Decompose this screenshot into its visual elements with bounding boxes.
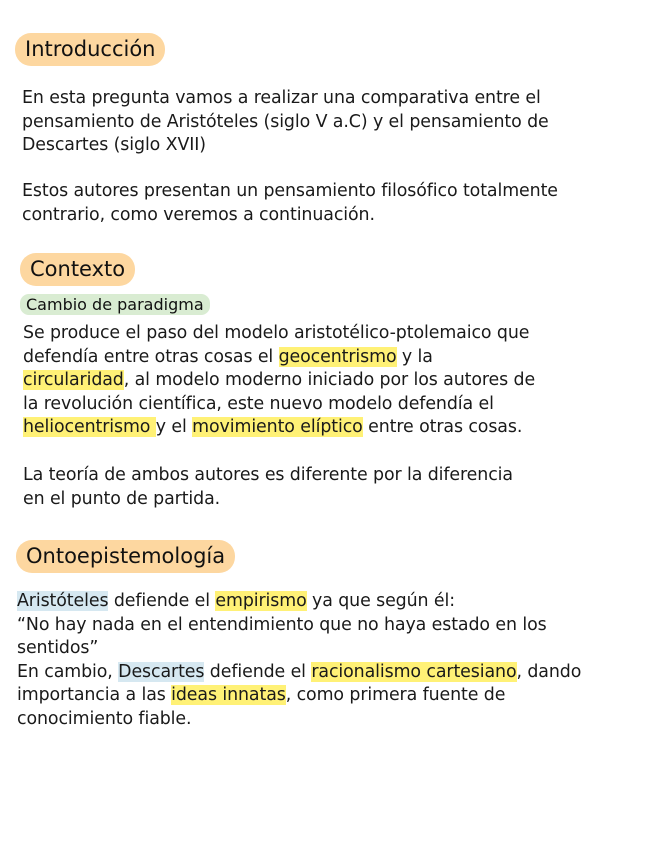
onto-p1-line-5a: importancia a las (17, 685, 172, 705)
highlight-ideas-innatas: ideas innatas (171, 685, 286, 705)
intro-p2-line-2: contrario, como veremos a continuación. (22, 204, 375, 225)
highlight-descartes: Descartes (118, 661, 205, 682)
context-p1-line-2b: y la (396, 346, 433, 367)
intro-paragraph-2 (22, 180, 558, 227)
context-p1-line-4: la revolución científica, este nuevo modelo defendía el (23, 393, 494, 414)
intro-p2-line-1: Estos autores presentan un pensamiento filosófico totalmente (22, 181, 558, 201)
onto-p1-line-1b: ya que según él: (306, 591, 455, 611)
onto-p1-line-4b: defiende el (204, 661, 312, 682)
onto-p1-line-4c: , dando (516, 661, 582, 682)
highlight-circularidad: circularidad (23, 370, 124, 390)
highlight-aristoteles: Aristóteles (17, 591, 109, 611)
intro-p1-line-2: pensamiento de Aristóteles (siglo V a.C) y el pensamiento de (22, 111, 549, 132)
highlight-racionalismo-cartesiano: racionalismo cartesiano (311, 661, 517, 682)
onto-p1-line-5b: , como primera fuente de (285, 685, 506, 705)
heading-ontoepistemologia: Ontoepistemología (16, 540, 235, 573)
heading-contexto: Contexto (20, 253, 135, 286)
highlight-geocentrismo: geocentrismo (278, 346, 397, 367)
onto-paragraph-1 (17, 590, 581, 731)
intro-paragraph-1 (22, 87, 549, 158)
context-p2-line-2: en el punto de partida. (23, 488, 221, 509)
context-p1-line-2a: defendía entre otras cosas el (23, 346, 279, 367)
onto-p1-line-6: conocimiento fiable. (17, 708, 192, 729)
context-p1-line-5b: entre otras cosas. (362, 417, 523, 437)
context-p1-line-3b: , al modelo moderno iniciado por los autores de (123, 370, 536, 390)
context-paragraph-2 (23, 464, 513, 511)
context-p1-line-5a: y el (155, 417, 193, 437)
intro-p1-line-3: Descartes (siglo XVII) (22, 135, 206, 155)
highlight-movimiento-eliptico: movimiento elíptico (192, 417, 363, 437)
onto-p1-line-2: “No hay nada en el entendimiento que no haya estado en los (17, 614, 547, 635)
context-p2-line-1: La teoría de ambos autores es diferente por la diferencia (23, 465, 513, 485)
context-p1-line-1: Se produce el paso del modelo aristotélico-ptolemaico que (23, 323, 530, 343)
intro-p1-line-1: En esta pregunta vamos a realizar una comparativa entre el (22, 88, 541, 108)
heading-introduccion: Introducción (15, 33, 165, 66)
context-paragraph-1 (23, 322, 535, 440)
onto-p1-line-4a: En cambio, (17, 661, 119, 682)
highlight-heliocentrismo: heliocentrismo (23, 417, 156, 437)
subheading-cambio-de-paradigma: Cambio de paradigma (20, 294, 210, 315)
onto-p1-line-1a: defiende el (108, 591, 216, 611)
onto-p1-line-3: sentidos” (17, 638, 99, 658)
highlight-empirismo: empirismo (215, 591, 307, 611)
